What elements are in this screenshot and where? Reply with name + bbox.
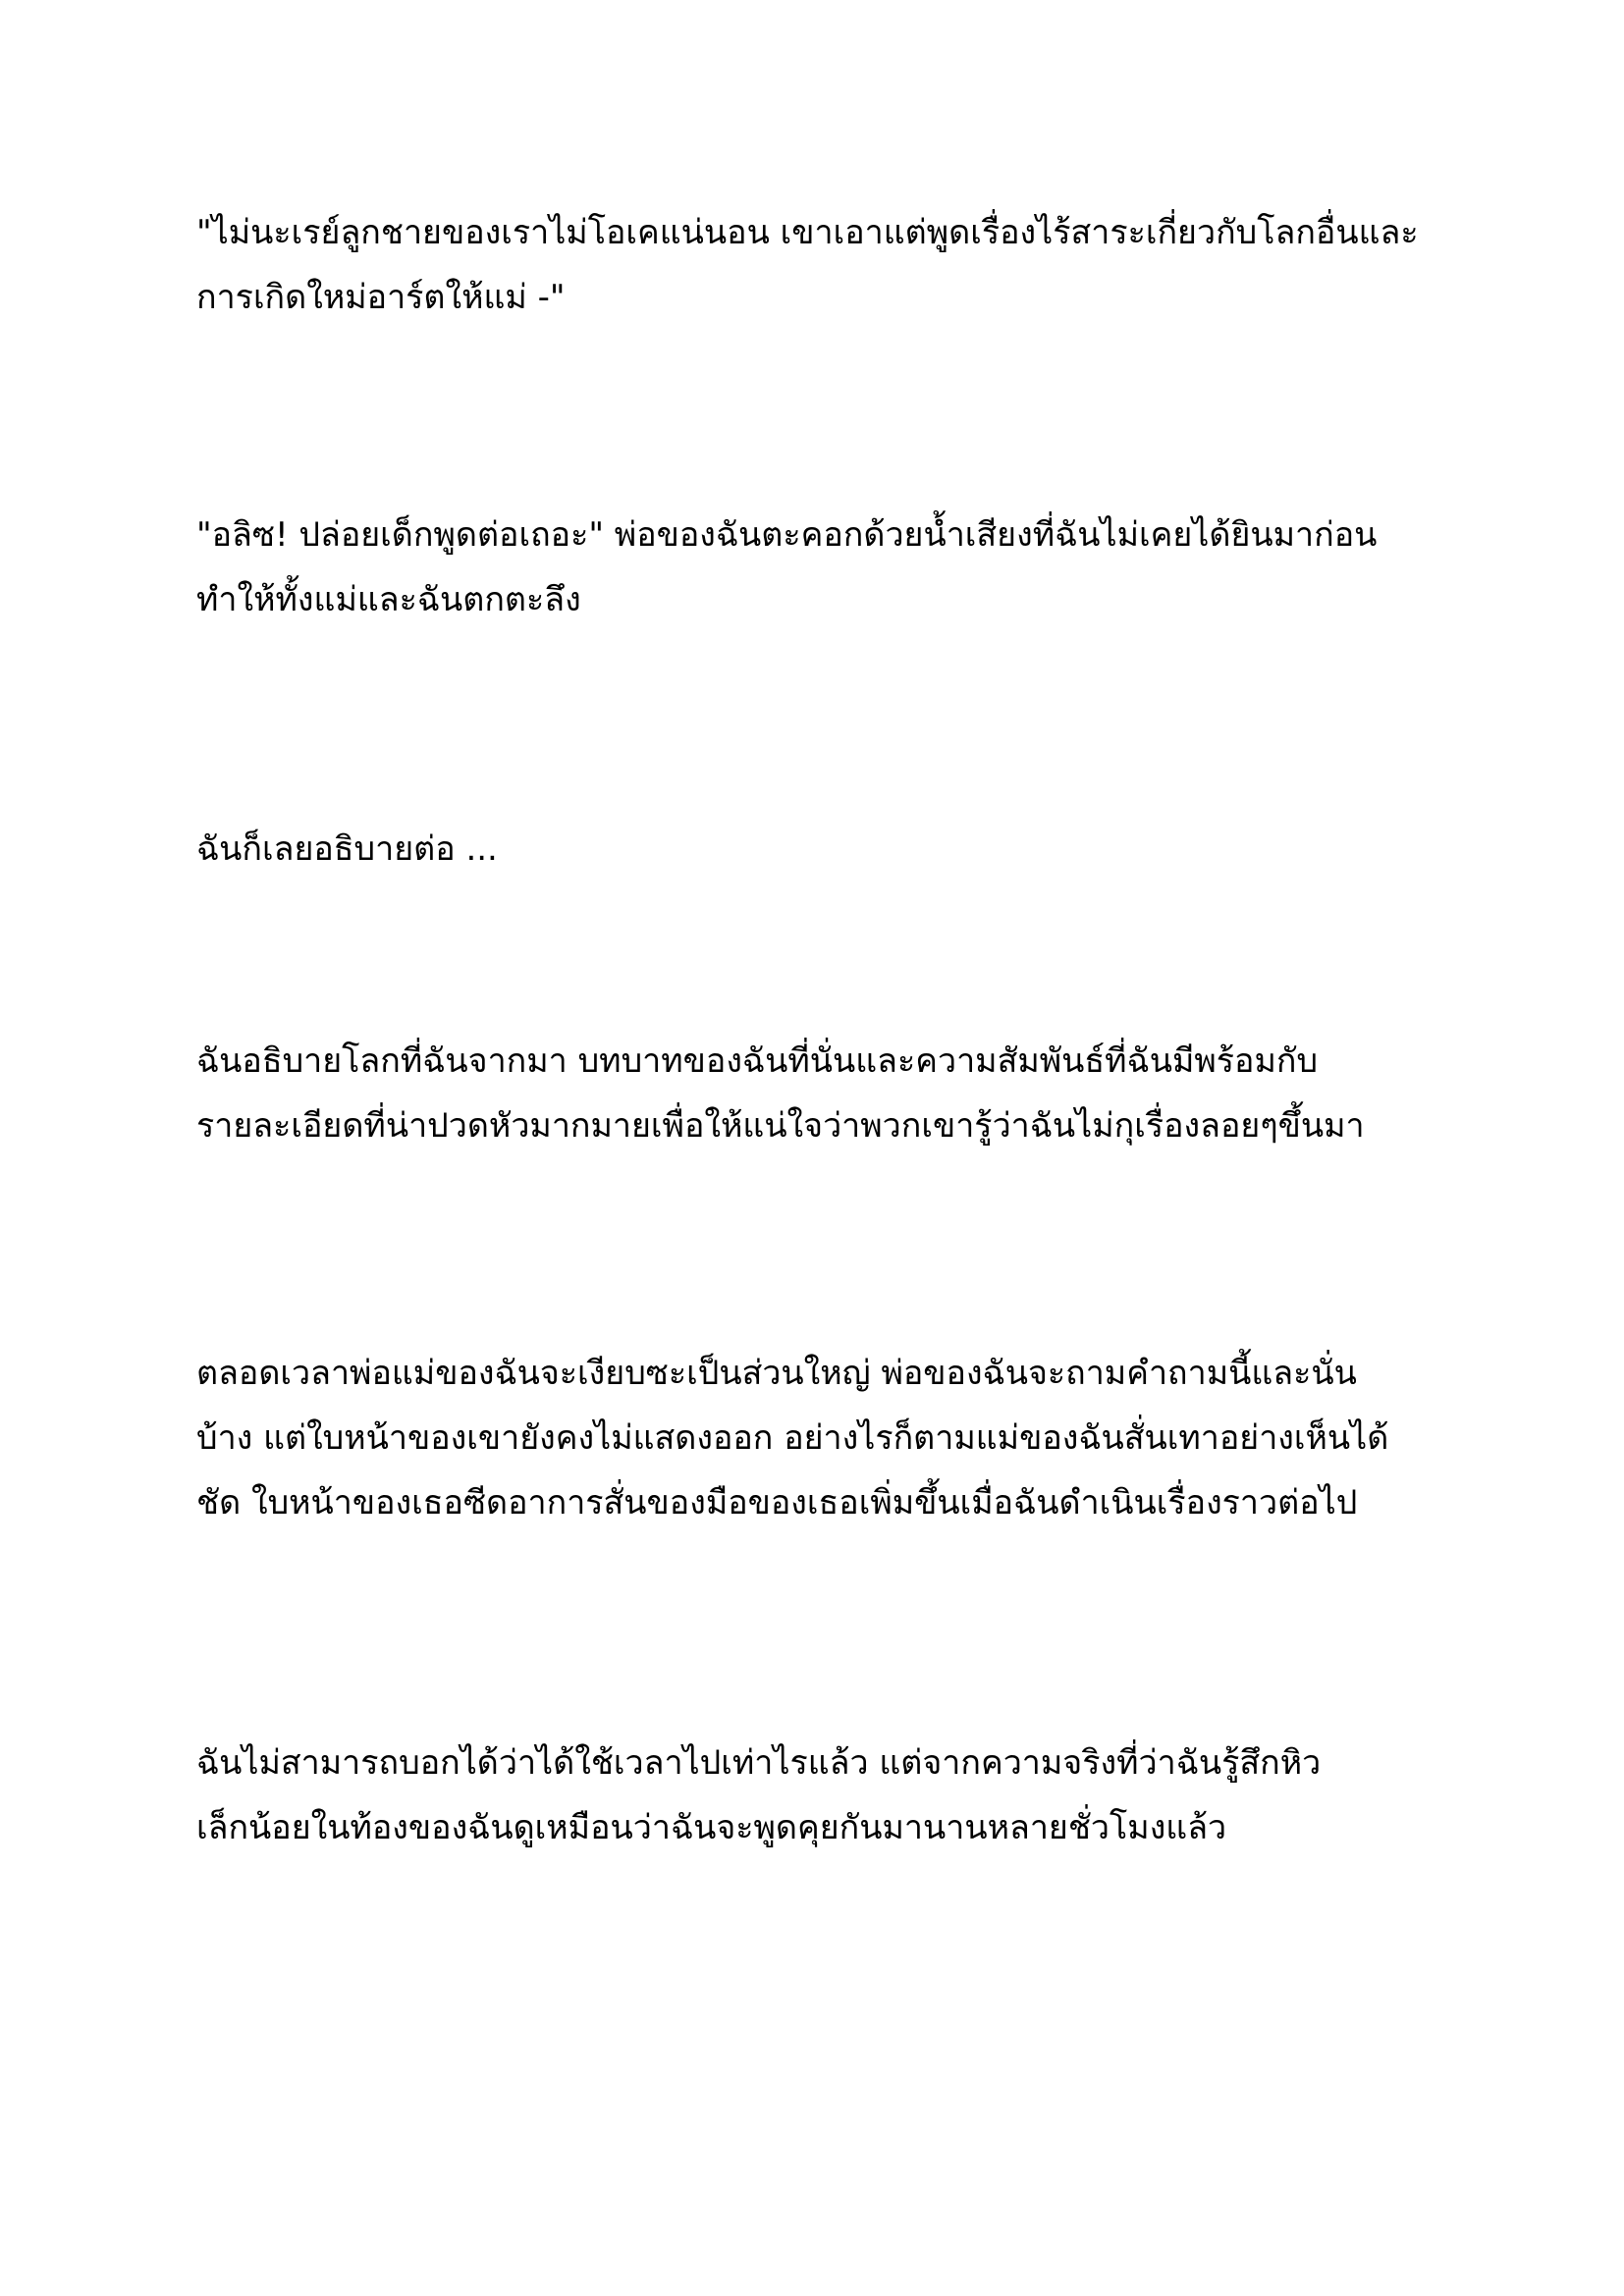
paragraph-line: ฉันอธิบายโลกที่ฉันจากมา บทบาทของฉันที่นั่นและความสัมพันธ์ที่ฉันมีพร้อมกับ xyxy=(196,1041,1319,1081)
paragraph-mother-worried xyxy=(196,200,1473,330)
paragraph-line: รายละเอียดที่น่าปวดหัวมากมายเพื่อให้แน่ใจว่าพวกเขารู้ว่าฉันไม่กุเรื่องลอยๆขึ้นมา xyxy=(196,1106,1365,1146)
paragraph-continue-explaining xyxy=(196,817,1473,881)
paragraph-line: ตลอดเวลาพ่อแม่ของฉันจะเงียบซะเป็นส่วนใหญ่ พ่อของฉันจะถามคำถามนี้และนั่น xyxy=(196,1354,1357,1393)
paragraph-world-explanation xyxy=(196,1029,1473,1158)
paragraph-line: ฉันไม่สามารถบอกได้ว่าได้ใช้เวลาไปเท่าไรแล้ว แต่จากความจริงที่ว่าฉันรู้สึกหิว xyxy=(196,1743,1322,1783)
paragraph-line: การเกิดใหม่อาร์ตให้แม่ -" xyxy=(196,278,566,317)
paragraph-line: ชัด ใบหน้าของเธอซีดอาการสั่นของมือของเธอเพิ่มขึ้นเมื่อฉันดำเนินเรื่องราวต่อไป xyxy=(196,1483,1358,1522)
paragraph-line: บ้าง แต่ใบหน้าของเขายังคงไม่แสดงออก อย่างไรก็ตามแม่ของฉันสั่นเทาอย่างเห็นได้ xyxy=(196,1418,1389,1458)
paragraph-line: "ไม่นะเรย์ลูกชายของเราไม่โอเคแน่นอน เขาเอาแต่พูดเรื่องไร้สาระเกี่ยวกับโลกอื่นและ xyxy=(196,213,1419,252)
paragraph-line: "อลิซ! ปล่อยเด็กพูดต่อเถอะ" พ่อของฉันตะคอกด้วยน้ำเสียงที่ฉันไม่เคยได้ยินมาก่อน xyxy=(196,515,1378,555)
paragraph-line: ทำให้ทั้งแม่และฉันตกตะลึง xyxy=(196,580,581,619)
paragraph-line: เล็กน้อยในท้องของฉันดูเหมือนว่าฉันจะพูดคุยกันมานานหลายชั่วโมงแล้ว xyxy=(196,1808,1227,1847)
paragraph-father-snaps xyxy=(196,503,1473,632)
paragraph-parents-reaction xyxy=(196,1341,1473,1535)
paragraph-line: ฉันก็เลยอธิบายต่อ ... xyxy=(196,829,498,869)
paragraph-time-passed xyxy=(196,1731,1473,1860)
